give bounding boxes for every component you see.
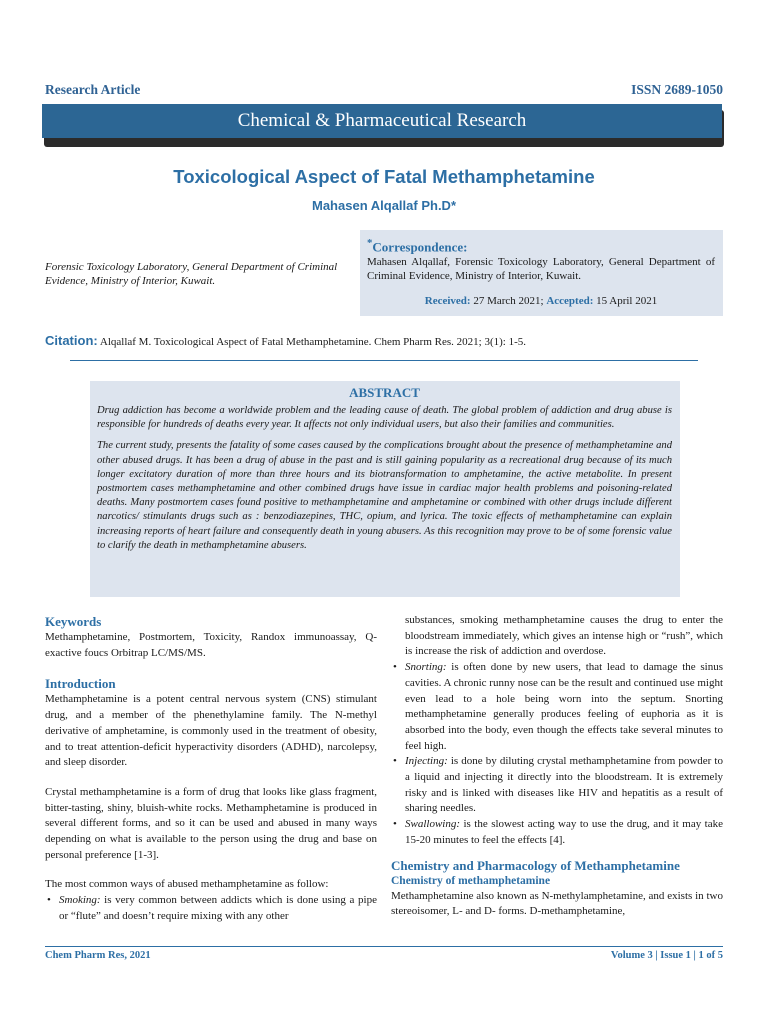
abuse-methods-list-continued xyxy=(391,660,723,848)
smoking-text: is very common between addicts which is done using a pipe or “flute” and doesn’t require mixing with any other xyxy=(59,894,377,922)
introduction-heading: Introduction xyxy=(45,676,116,692)
keywords-text: Methamphetamine, Postmortem, Toxicity, Randox immunoassay, Q-exactive foucs Orbitrap LC/MS/MS. xyxy=(45,631,377,659)
bullet-icon: • xyxy=(393,661,397,674)
chemistry-text: Methamphetamine also known as N-methylamphetamine, and exists in two stereoisomer, L- and D- forms. D-methamphetamine, xyxy=(391,889,723,918)
journal-banner: Chemical & Pharmaceutical Research xyxy=(42,104,722,138)
left-column xyxy=(45,613,377,925)
smoking-term: Smoking: xyxy=(59,894,101,907)
article-title: Toxicological Aspect of Fatal Methamphetamine xyxy=(173,166,595,187)
snorting-term: Snorting: xyxy=(405,661,447,674)
injecting-term: Injecting: xyxy=(405,755,448,768)
spacer xyxy=(45,863,377,877)
spacer xyxy=(45,661,377,675)
footer-divider xyxy=(45,946,723,947)
citation-text: Alqallaf M. Toxicological Aspect of Fatal Methamphetamine. Chem Pharm Res. 2021; 3(1): 1-5. xyxy=(99,336,526,348)
list-item xyxy=(45,893,377,924)
footer-journal: Chem Pharm Res, 2021 xyxy=(45,950,151,961)
correspondence-heading-text: Correspondence: xyxy=(372,239,468,255)
citation xyxy=(45,333,735,348)
list-item xyxy=(391,660,723,754)
correspondence-heading xyxy=(367,235,715,255)
introduction-paragraph-2: Crystal methamphetamine is a form of drug that looks like glass fragment, bitter-tasting, shiny, bluish-white rocks. Methamphetamine is produced in several different forms, and so it can be used and abused in many ways depending on what is available to the person using the drug and base on personal preference [1-3]. xyxy=(45,785,377,861)
article-type-label: Research Article xyxy=(45,82,141,97)
abstract-heading: ABSTRACT xyxy=(349,385,420,400)
keywords-heading: Keywords xyxy=(45,614,102,629)
chemistry-heading: Chemistry and Pharmacology of Methamphetamine xyxy=(391,857,680,873)
abstract-paragraph-2: The current study, presents the fatality of some cases caused by the complications brought about the presence of methamphetamine and other abused drugs. It has been a drug of abuse in the past and is still gaining popularity as a recreational drug because of its much longer excitatory duration of more than three hours and its biotransformation to amphetamine, the active metabolite. In present postmortem cases methamphetamine and other combined drugs have issue in cardiac major health problems and poisoning-related deaths. Many postmortem cases found positive to methamphetamine and amphetamine or combined with other drugs include different narcotics/ stimulants drugs such as : benzodiazepines, THC, opium, and lyrica. The toxic effects of methamphetamine can explain increasing reports of heart failure and consequently death in young abusers. As this recognition may prove to be of some forensic value to clarify the death in methamphetamine abusers. xyxy=(97,440,672,551)
issn-label: ISSN 2689-1050 xyxy=(631,82,723,97)
correspondence-text: Mahasen Alqallaf, Forensic Toxicology Laboratory, General Department of Criminal Evidence, Ministry of Interior, Kuwait. xyxy=(367,256,715,283)
introduction-paragraph-3: The most common ways of abused methamphetamine as follow: xyxy=(45,878,329,891)
received-label: Received: xyxy=(424,295,471,308)
spacer xyxy=(391,849,723,857)
snorting-text: is often done by new users, that lead to damage the sinus cavities. A chronic runny nose can be the result and continued use might even lead to a hole being worn into the septum. Snorting methamphetamine generally produces feeling of euphoria as it is absorbed into the body, even though the effects take several minutes to feel high. xyxy=(405,661,724,752)
correspondence-box xyxy=(360,230,723,316)
accepted-date: 15 April 2021 xyxy=(596,295,658,308)
right-column xyxy=(391,613,723,920)
spacer xyxy=(45,771,377,785)
swallowing-term: Swallowing: xyxy=(405,818,461,831)
swallowing-text: is the slowest acting way to use the drug, and it may take 15-20 minutes to feel the effects [4]. xyxy=(405,818,723,846)
author-affiliation: Forensic Toxicology Laboratory, General Department of Criminal Evidence, Ministry of Interior, Kuwait. xyxy=(45,261,338,287)
list-item xyxy=(391,754,723,817)
list-item xyxy=(391,817,723,848)
citation-label: Citation: xyxy=(45,333,98,348)
introduction-paragraph-1: Methamphetamine is a potent central nervous system (CNS) stimulant drug, and a member of the phenethylamine family. The N-methyl derivative of amphetamine, is commonly used in the treatment of obesity, and to treat attention-deficit hyperactivity disorders (ADHD), narcolepsy, and sleep disorder. xyxy=(45,693,377,769)
bullet-icon: • xyxy=(393,755,397,768)
received-date: 27 March 2021; xyxy=(473,295,544,308)
article-author: Mahasen Alqallaf Ph.D* xyxy=(312,198,456,213)
abuse-methods-list xyxy=(45,893,377,924)
chemistry-subheading: Chemistry of methamphetamine xyxy=(391,874,551,887)
abstract-paragraph-1: Drug addiction has become a worldwide problem and the leading cause of death. The global problem of addiction and drug abuse is responsible for hundreds of deaths every year. It affects not only individual users, but also their families and communities. xyxy=(97,405,672,431)
injecting-text: is done by diluting crystal methamphetamine from powder to a liquid and injecting it directly into the bloodstream. It is extremely risky and is linked with diseases like HIV and hepatitis as a result of sharing needles. xyxy=(405,755,723,815)
bullet-icon: • xyxy=(393,818,397,831)
bullet-icon: • xyxy=(47,894,51,907)
article-dates xyxy=(367,295,715,307)
abstract-box xyxy=(90,381,680,597)
footer-page-info: Volume 3 | Issue 1 | 1 of 5 xyxy=(610,950,723,961)
accepted-label: Accepted: xyxy=(546,295,594,308)
section-divider xyxy=(70,360,698,361)
smoking-continuation: substances, smoking methamphetamine causes the drug to enter the bloodstream immediately, which gives an intense high or “rush”, which is increase the risk of addiction and overdose. xyxy=(405,614,723,658)
correspondence-marker: * xyxy=(367,237,373,249)
